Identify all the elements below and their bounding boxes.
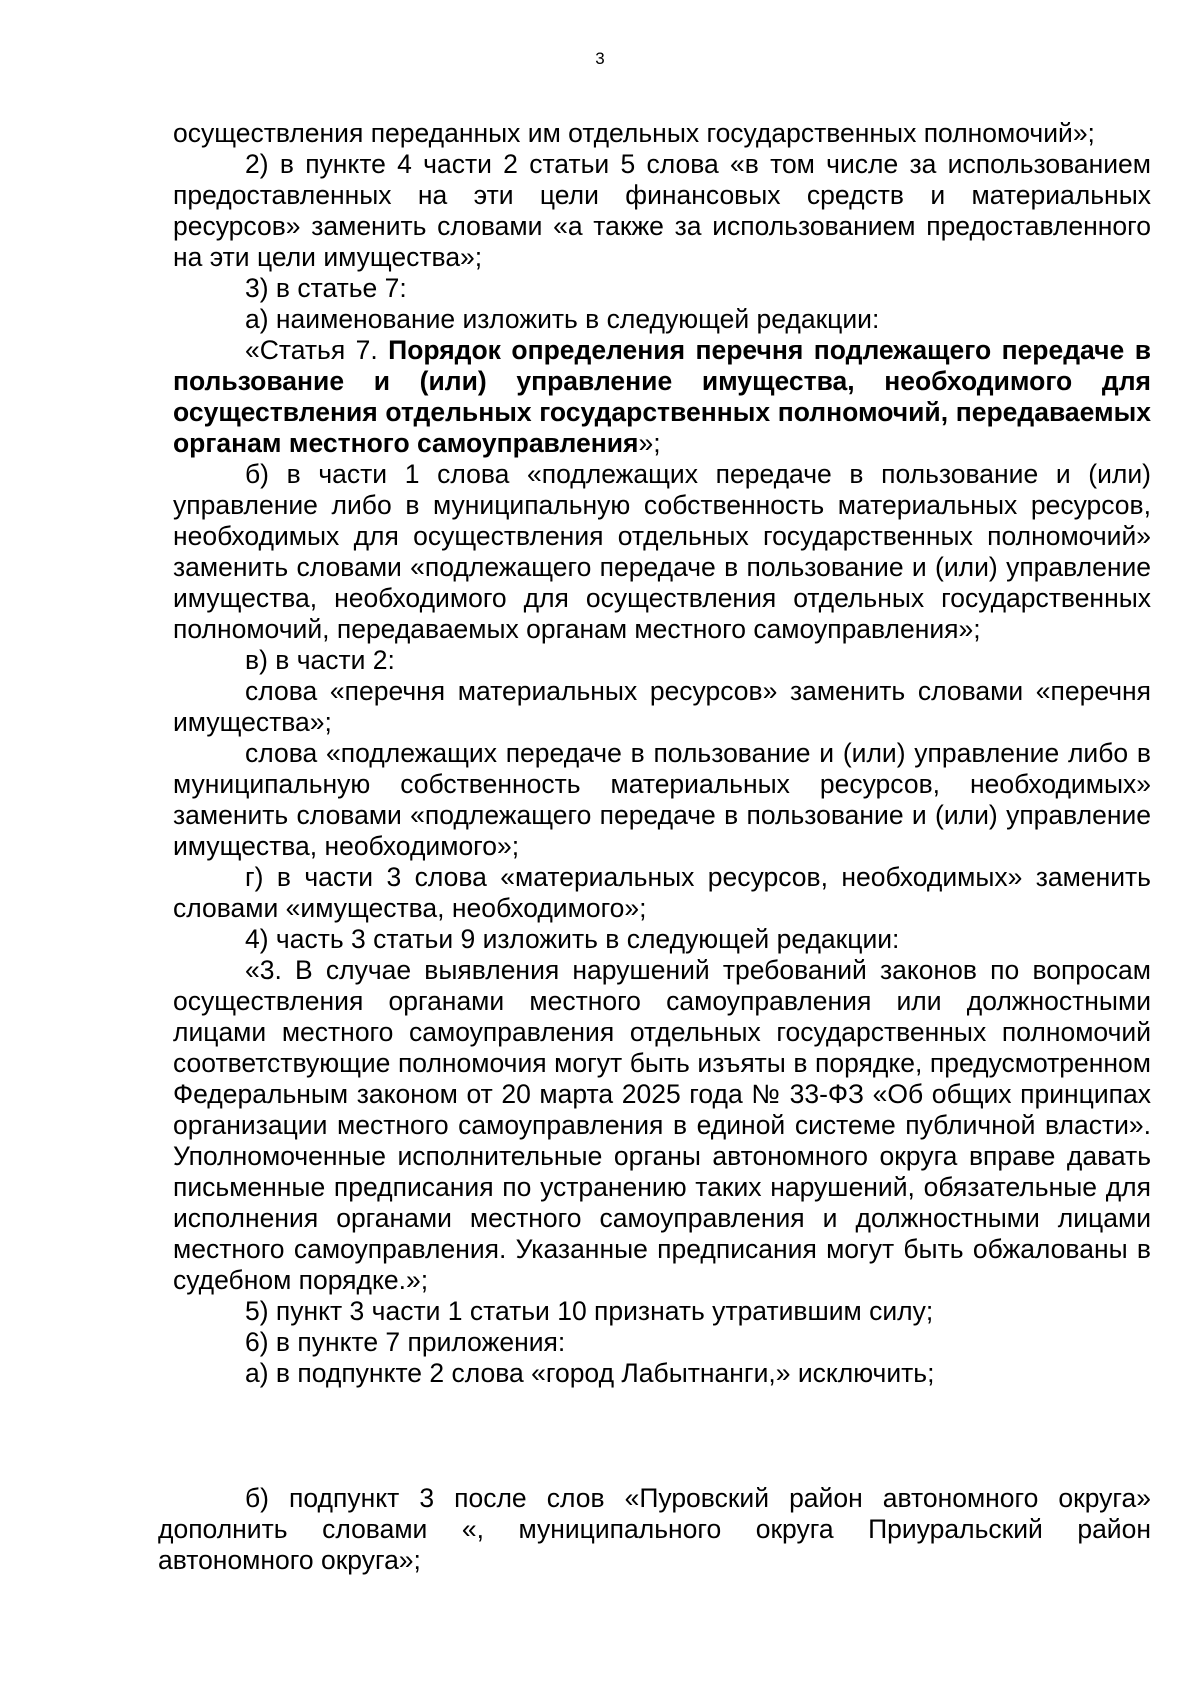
article-title-end: »; [638,428,661,458]
paragraph: слова «подлежащих передаче в пользование и (или) управление либо в муниципальную собственность материальных ресурсов, необходимых» заменить словами «подлежащего передаче в пользование и (или) управление имущества, необходимого»; [173,738,1151,861]
paragraph: 6) в пункте 7 приложения: [245,1327,566,1357]
document-tail [158,1483,1151,1576]
paragraph: 2) в пункте 4 части 2 статьи 5 слова «в том числе за использованием предоставленных на эти цели финансовых средств и материальных ресурсов» заменить словами «а также за использованием предоставленного на эти цели имущества»; [173,149,1151,272]
paragraph: г) в части 3 слова «материальных ресурсов, необходимых» заменить словами «имущества, необходимого»; [173,862,1151,923]
paragraph: б) подпункт 3 после слов «Пуровский район автономного округа» дополнить словами «, муниципального округа Приуральский район автономного округа»; [158,1483,1151,1575]
paragraph: слова «перечня материальных ресурсов» заменить словами «перечня имущества»; [173,676,1151,737]
page-number: 3 [595,49,605,68]
paragraph: а) в подпункте 2 слова «город Лабытнанги,» исключить; [245,1358,935,1388]
document-body [173,118,1151,1389]
paragraph: б) в части 1 слова «подлежащих передаче в пользование и (или) управление либо в муниципальную собственность материальных ресурсов, необходимых для осуществления отдельных государственных полномочий» заменить словами «подлежащего передаче в пользование и (или) управление имущества, необходимого для осуществления отдельных государственных полномочий, передаваемых органам местного самоуправления»; [173,459,1151,644]
article-title-paragraph [173,335,1151,459]
paragraph: в) в части 2: [245,645,395,675]
paragraph: а) наименование изложить в следующей редакции: [245,304,880,334]
article-title-bold: Порядок определения перечня подлежащего передаче в пользование и (или) управление имущества, необходимого для осуществления отдельных государственных полномочий, передаваемых органам местного самоуправления [173,335,1151,458]
article-prefix: «Статья 7. [245,335,389,365]
paragraph: осуществления переданных им отдельных государственных полномочий»; [173,118,1095,148]
paragraph: 3) в статье 7: [245,273,407,303]
paragraph: «3. В случае выявления нарушений требований законов по вопросам осуществления органами местного самоуправления или должностными лицами местного самоуправления отдельных государственных полномочий соответствующие полномочия могут быть изъяты в порядке, предусмотренном Федеральным законом от 20 марта 2025 года № 33-ФЗ «Об общих принципах организации местного самоуправления в единой системе публичной власти». Уполномоченные исполнительные органы автономного округа вправе давать письменные предписания по устранению таких нарушений, обязательные для исполнения органами местного самоуправления и должностными лицами местного самоуправления. Указанные предписания могут быть обжалованы в судебном порядке.»; [173,955,1151,1295]
paragraph: 4) часть 3 статьи 9 изложить в следующей редакции: [245,924,900,954]
paragraph: 5) пункт 3 части 1 статьи 10 признать утратившим силу; [245,1296,934,1326]
